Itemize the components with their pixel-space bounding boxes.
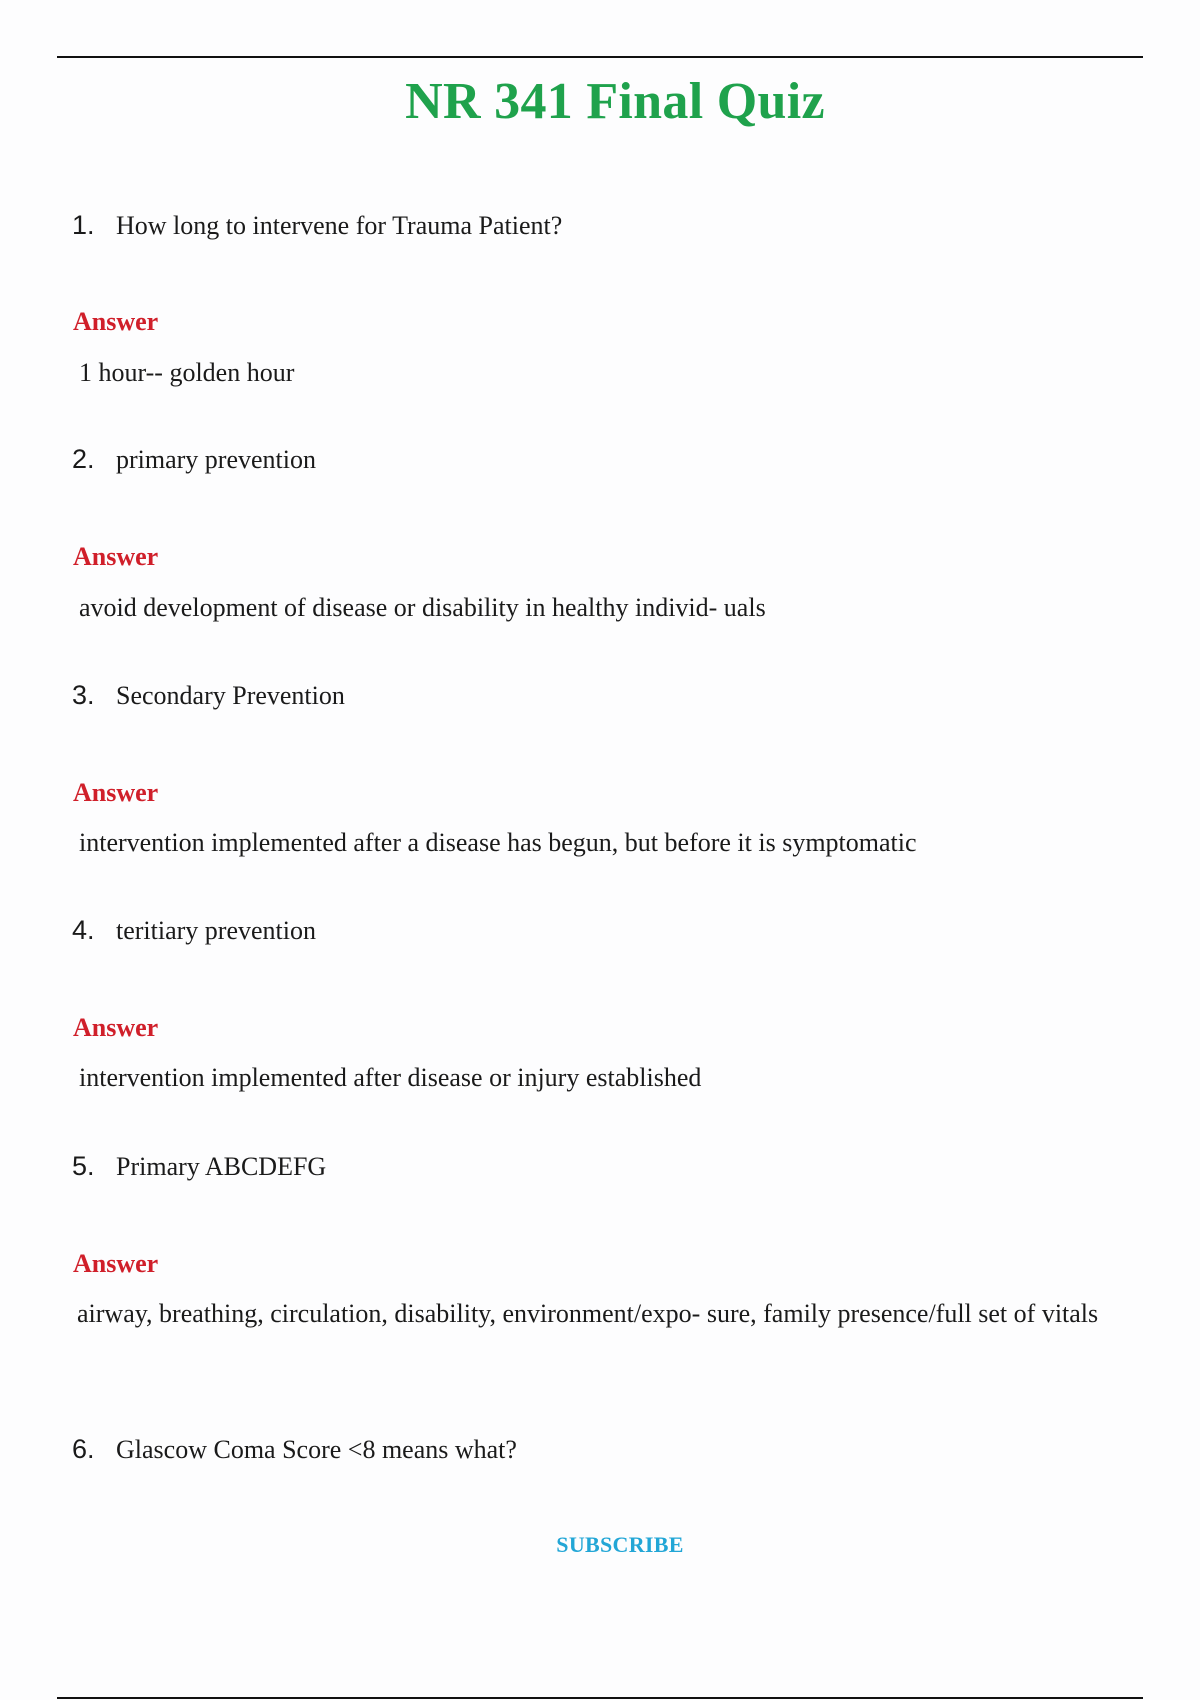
question-number: 1. <box>72 210 95 240</box>
question-number: 6. <box>72 1434 95 1464</box>
answer-text-content: airway, breathing, circulation, disability, environment/expo- sure, family presence/full set of vitals <box>77 1299 1099 1328</box>
answer-text-content: 1 hour-- golden hour <box>79 358 295 387</box>
answer-text <box>71 1289 1131 1338</box>
answer-label: Answer <box>73 542 159 571</box>
answer-label: Answer <box>73 1013 159 1042</box>
question-2 <box>72 444 316 475</box>
answer-text <box>73 1053 1133 1102</box>
question-text: Primary ABCDEFG <box>116 1152 327 1181</box>
question-number: 4. <box>72 915 95 945</box>
answer-text <box>73 818 1133 867</box>
top-divider <box>57 56 1143 58</box>
answer-label: Answer <box>73 307 159 336</box>
question-text: teritiary prevention <box>116 916 316 945</box>
bottom-divider <box>57 1697 1143 1699</box>
answer-text <box>73 583 1133 632</box>
question-number: 3. <box>72 680 95 710</box>
question-text: primary prevention <box>116 445 316 474</box>
question-text: Glascow Coma Score <8 means what? <box>116 1435 517 1464</box>
question-4 <box>72 915 316 946</box>
answer-text-content: avoid development of disease or disability in healthy individ- uals <box>79 593 766 622</box>
question-1 <box>72 210 562 241</box>
question-3 <box>72 680 345 711</box>
subscribe-link[interactable]: SUBSCRIBE <box>556 1532 684 1557</box>
question-5 <box>72 1151 326 1182</box>
question-6 <box>72 1434 517 1465</box>
question-text: Secondary Prevention <box>116 681 345 710</box>
question-text: How long to intervene for Trauma Patient? <box>116 211 563 240</box>
answer-label: Answer <box>73 778 159 807</box>
answer-text-content: intervention implemented after disease or injury established <box>79 1063 702 1092</box>
answer-text-content: intervention implemented after a disease has begun, but before it is symptomatic <box>79 828 917 857</box>
document-title: NR 341 Final Quiz <box>405 73 825 130</box>
question-number: 5. <box>72 1151 95 1181</box>
answer-label: Answer <box>73 1249 159 1278</box>
answer-text <box>73 348 1133 397</box>
question-number: 2. <box>72 444 95 474</box>
